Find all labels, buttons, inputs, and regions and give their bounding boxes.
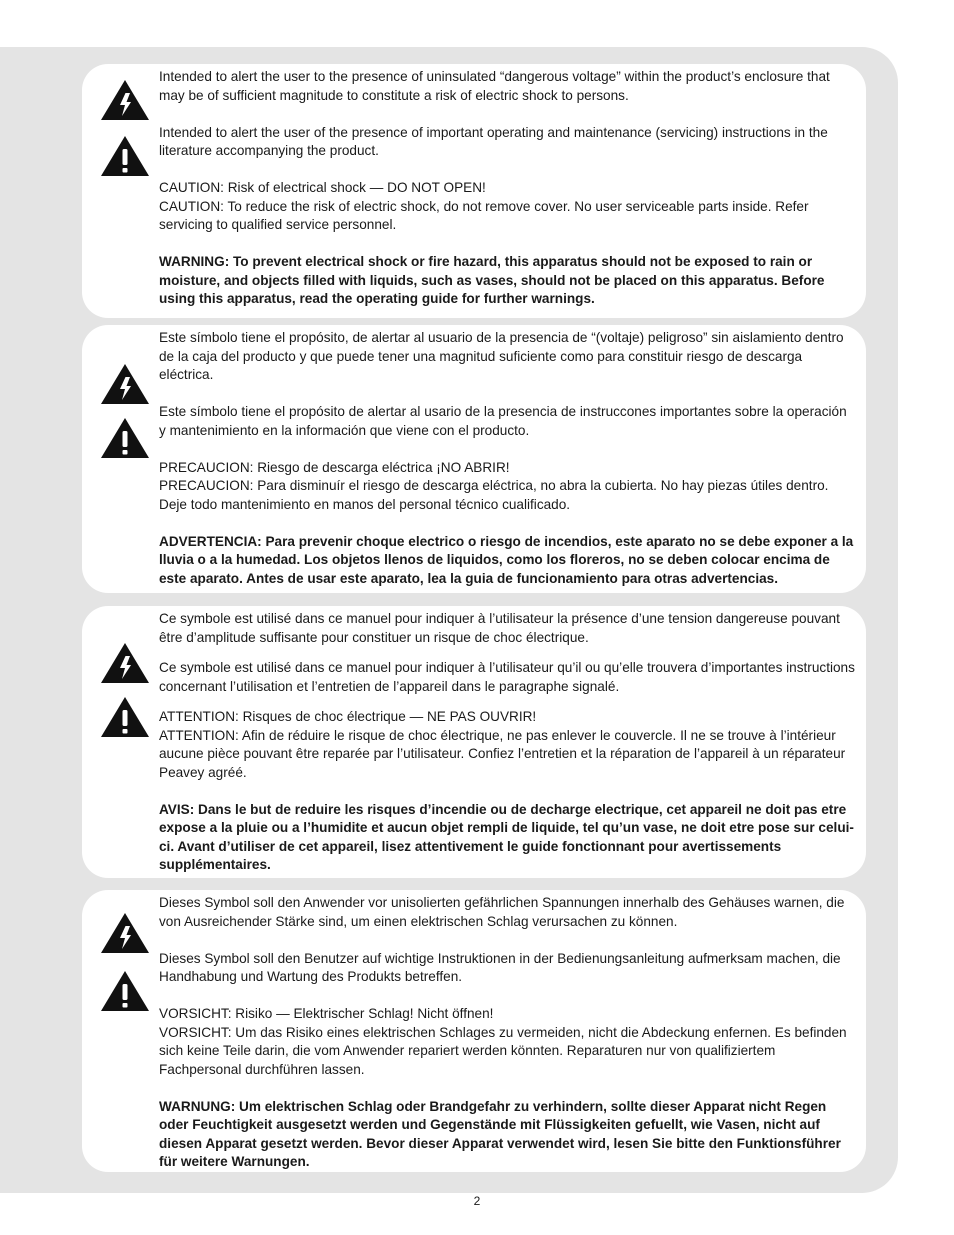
warning-paragraph: WARNING: To prevent electrical shock or fire hazard, this apparatus should not be exposed to rain or moisture, and objects filled with liquids, such as vases, should not be placed on this apparatus. Before using this apparatus, read the operating guide for further warnings.: [159, 254, 825, 306]
lightning-warning-icon: [100, 642, 150, 684]
instructions-symbol-description: Este símbolo tiene el propósito de alertar al usario de la presencia de instruccones importantes sobre la operación y mantenimiento en la información que viene con el producto.: [159, 404, 847, 438]
voltage-symbol-description: Intended to alert the user to the presence of uninsulated “dangerous voltage” within the product’s enclosure that may be of sufficient magnitude to constitute a risk of electric shock to persons.: [159, 69, 830, 103]
caution-line-2: [159, 727, 856, 783]
caution-label: PRECAUCION:: [159, 459, 254, 475]
panel-text: [159, 329, 856, 588]
caution-text: Risques de choc électrique — NE PAS OUVRIR!: [238, 709, 537, 724]
caution-text: To reduce the risk of electric shock, do not remove cover. No user serviceable parts inside. Refer servicing to qualified service personnel.: [159, 198, 809, 232]
caution-label: CAUTION:: [159, 198, 224, 214]
exclamation-warning-icon: [100, 696, 150, 738]
caution-text: Um das Risiko eines elektrischen Schlages zu vermeiden, nicht die Abdeckung enfernen. Es befinden sich keine Teile darin, die vom Anwender repariert werden könnten. Reparaturen nur von qualifiziertem Fachpersonal durchführen lassen.: [159, 1024, 847, 1077]
voltage-symbol-description: Dieses Symbol soll den Anwender vor unisolierten gefährlichen Spannungen innerhalb des Gehäuses warnen, die von Ausreichender Stärke sind, um einen elektrischen Schlag verursachen zu können.: [159, 895, 845, 929]
lightning-warning-icon: [100, 363, 150, 405]
lightning-warning-icon: [100, 912, 150, 954]
caution-text: Para disminuír el riesgo de descarga eléctrica, no abra la cubierta. No hay piezas útiles dentro. Deje todo mantenimiento en manos del personal técnico cualificado.: [159, 478, 829, 512]
caution-label: ATTENTION:: [159, 727, 239, 743]
warning-paragraph: WARNUNG: Um elektrischen Schlag oder Brandgefahr zu verhindern, sollte dieser Apparat nicht Regen oder Feuchtigkeit ausgesetzt werden und Gegenstände mit Flüssigkeiten gefuellt, wie Vasen, nicht auf diesen Apparat gesetzt werden. Bevor dieser Apparat verwendet wird, lesen Sie bitte den Funktionsführer für weitere Warnungen.: [159, 1098, 841, 1169]
caution-text: Risiko — Elektrischer Schlag! Nicht öffnen!: [231, 1006, 494, 1021]
exclamation-warning-icon: [100, 135, 150, 177]
caution-label: VORSICHT:: [159, 1006, 232, 1021]
exclamation-warning-icon: [100, 970, 150, 1012]
caution-text: Risk of electrical shock — DO NOT OPEN!: [223, 180, 486, 195]
safety-panel-french: [82, 606, 866, 878]
caution-label: PRECAUCION:: [159, 478, 254, 493]
caution-line-1: [159, 179, 856, 198]
instructions-symbol-description: Dieses Symbol soll den Benutzer auf wichtige Instruktionen in der Bedienungsanleitung aufmerksam machen, die Handhabung und Wartung des Produkts betreffen.: [159, 950, 841, 984]
caution-line-1: [159, 708, 856, 727]
caution-line-2: [159, 477, 856, 514]
exclamation-warning-icon: [100, 417, 150, 459]
lightning-warning-icon: [100, 79, 150, 121]
caution-label: CAUTION:: [159, 180, 224, 195]
caution-text: Riesgo de descarga eléctrica ¡NO ABRIR!: [253, 459, 510, 475]
safety-panel-spanish: [82, 325, 866, 593]
voltage-symbol-description: Ce symbole est utilisé dans ce manuel pour indiquer à l’utilisateur la présence d’une tension dangereuse pouvant être d’amplitude suffisante pour constituer un risque de choc électrique.: [159, 611, 840, 645]
caution-label: VORSICHT:: [159, 1024, 232, 1040]
warning-paragraph: AVIS: Dans le but de reduire les risques d’incendie ou de decharge electrique, cet appareil ne doit pas etre expose a la pluie ou a l’humidite et aucun objet rempli de liquide, tel qu’un vase, ne doit etre pose sur celui-ci. Avant d’utiliser de cet appareil, lisez attentivement le guide fonctionnant pour avertissements supplémentaires.: [159, 801, 854, 872]
caution-label: ATTENTION:: [159, 709, 239, 724]
voltage-symbol-description: Este símbolo tiene el propósito, de alertar al usuario de la presencia de “(voltaje) peligroso” sin aislamiento dentro de la caja del producto y que puede tener una magnitud suficiente como para constituir riesgo de descarga eléctrica.: [159, 330, 844, 382]
warning-paragraph: ADVERTENCIA: Para prevenir choque electrico o riesgo de incendios, este aparato no se debe exponer a la lluvia o a la humedad. Los objetos llenos de liquidos, como los floreros, no se deben colocar encima de este aparato. Antes de usar este aparato, lea la guia de funcionamiento para otras advertencias.: [159, 533, 854, 586]
safety-panel-german: [82, 890, 866, 1172]
instructions-symbol-description: Ce symbole est utilisé dans ce manuel pour indiquer à l’utilisateur qu’il ou qu’elle trouvera d’importantes instructions concernant l’utilisation et l’entretien de l’appareil dans le paragraphe signalé.: [159, 660, 855, 694]
panel-text: [159, 68, 856, 309]
caution-line-2: [159, 1024, 856, 1080]
caution-line-1: [159, 1005, 856, 1024]
caution-text: Afin de réduire le risque de choc électrique, ne pas enlever le couvercle. Il ne se trouve à l’intérieur aucune pièce pouvant être reparée par l’utilisateur. Confiez l’entretien et la réparation de l’appareil à un réparateur Peavey agréé.: [159, 727, 846, 780]
instructions-symbol-description: Intended to alert the user of the presence of important operating and maintenance (servicing) instructions in the literature accompanying the product.: [159, 124, 828, 158]
caution-line-1: [159, 459, 856, 478]
caution-line-2: [159, 198, 856, 235]
page-number: 2: [473, 1194, 481, 1208]
panel-text: [159, 610, 856, 875]
panel-text: [159, 894, 856, 1172]
safety-panel-english: [82, 64, 866, 318]
